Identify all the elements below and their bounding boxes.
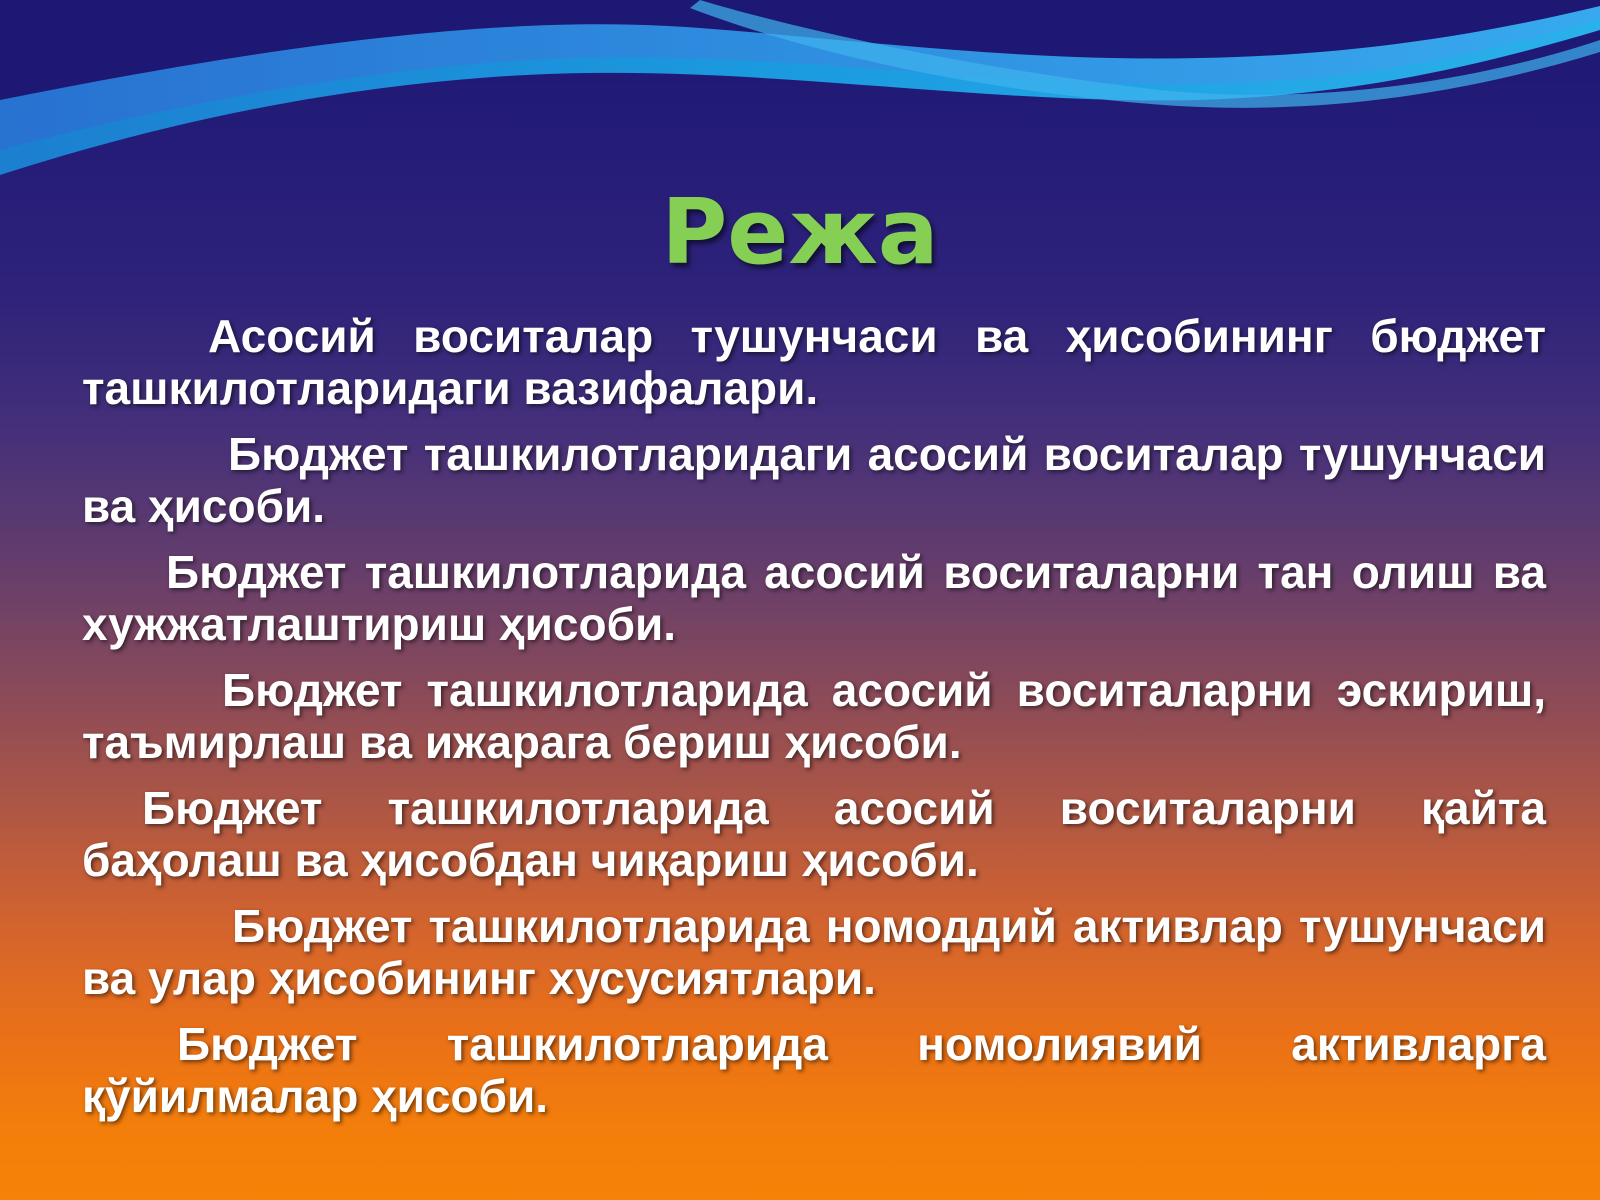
plan-item: Бюджет ташкилотларида асосий воситаларни эскириш, таъмирлаш ва ижарага бериш ҳисоби. [82,664,1546,768]
plan-item: Бюджет ташкилотларида номоддий активлар тушунчаси ва улар ҳисобининг хусусиятлари. [82,900,1546,1004]
plan-list [82,310,1546,1136]
plan-item: Бюджет ташкилотларида номолиявий активларга қўйилмалар ҳисоби. [82,1018,1546,1122]
slide-title: Режа [661,180,939,285]
plan-item: Бюджет ташкилотларида асосий воситаларни қайта баҳолаш ва ҳисобдан чиқариш ҳисоби. [82,782,1546,886]
plan-item: Бюджет ташкилотларидаги асосий воситалар тушунчаси ва ҳисоби. [82,428,1546,532]
plan-item: Асосий воситалар тушунчаси ва ҳисобининг бюджет ташкилотларидаги вазифалари. [82,310,1546,414]
plan-item: Бюджет ташкилотларида асосий воситаларни тан олиш ва хужжатлаштириш ҳисоби. [82,546,1546,650]
decorative-waves [0,0,1600,200]
